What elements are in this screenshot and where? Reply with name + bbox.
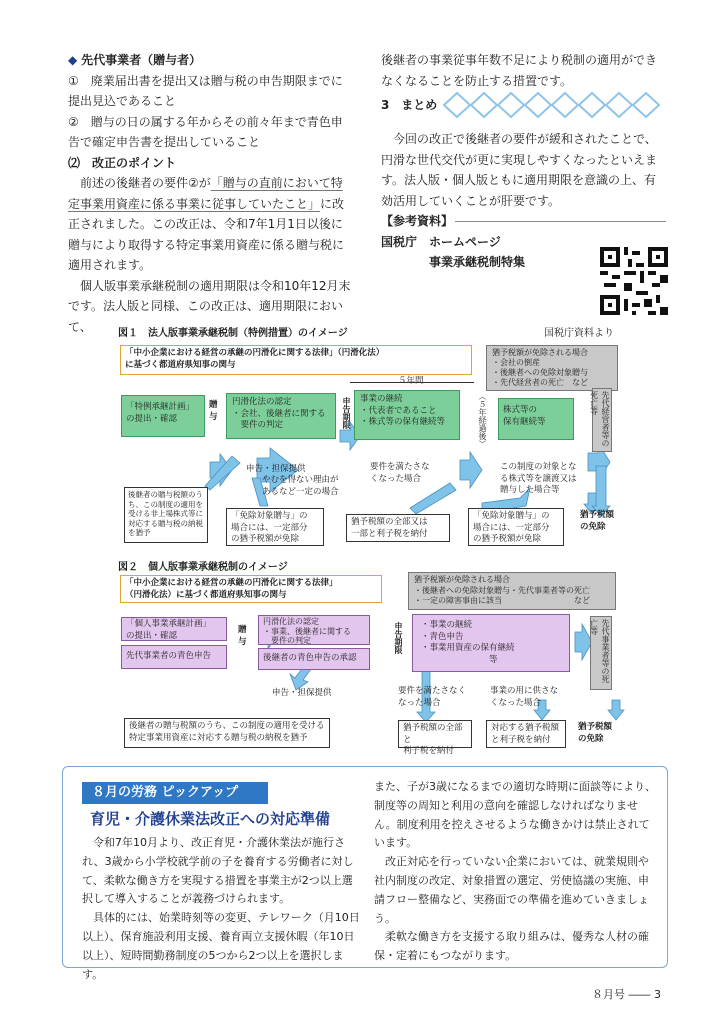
fig2-law-box: 「中小企業における経営の承継の円滑化に関する法律」 （円滑化法）に基づく都道府県知事の関与 bbox=[120, 575, 382, 603]
figure1-title: 図１ 法人版事業承継税制（特例措置）のイメージ bbox=[118, 328, 348, 339]
fig1-hold-box: 株式等の 保有継続等 bbox=[498, 398, 574, 440]
diamond-decoration-icon bbox=[443, 91, 665, 119]
fig2-continue-box: ・事業の継続 ・青色申告 ・事業用資産の保有継続 等 bbox=[412, 614, 570, 672]
fig1-death-box: 先代経営者等の死亡等 bbox=[592, 388, 612, 452]
figure2-title: 図２ 個人版事業承継税制のイメージ bbox=[118, 562, 288, 573]
fig1-exempt-conditions: 猶予税額が免除される場合 ・会社の倒産 ・後継者への免除対象贈与 ・先代経営者の死亡 など bbox=[486, 345, 618, 391]
revision-paragraph: 前述の後継者の要件②が「贈与の直前において特定事業用資産に係る事業に従事していたこと」に改正されました。この改正は、令和7年1月1日以後に贈与により取得する特定事業用資産に係る贈与税に適用されます。 bbox=[68, 176, 345, 272]
fig1-partial2-box: 「免除対象贈与」の 場合には、一定部分 の猶予税額が免除 bbox=[468, 508, 564, 546]
fig2-exempt-conditions: 猶予税額が免除される場合 ・後継者への免除対象贈与・先代事業者等の死亡 ・一定の障害事由に該当 など bbox=[408, 572, 616, 610]
continued-paragraph: 後継者の事業従事年数不足により税制の適用ができなくなることを防止する措置です。 bbox=[381, 53, 658, 88]
reference-heading: 【参考資料】 bbox=[381, 211, 666, 232]
pickup-banner: ８月の労務 ピックアップ bbox=[82, 782, 268, 804]
fig2-deadline-label: 申告期限 bbox=[394, 622, 403, 654]
pickup-left-para2: 具体的には、始業時刻等の変更、テレワーク（月10日以上）、保育施設利用支援、養育両立支援休暇（年10日以上）、短時間勤務制度の5つから2つ以上を選択します。 bbox=[82, 911, 360, 981]
fig1-cond-label: この制度の対象となる株式等を譲渡又は贈与した場合等 bbox=[500, 462, 577, 495]
fig2-blue-return-box: 先代事業者の青色申告 bbox=[121, 645, 227, 669]
section-title: まとめ bbox=[401, 98, 438, 112]
fig1-after-five-years: （５年経過後） bbox=[478, 392, 487, 448]
figure1-source: 国税庁資料より bbox=[544, 328, 614, 339]
fig2-successor-note: 後継者の贈与税額のうち、この制度の適用を受ける特定事業用資産に対応する贈与税の納税を猶予 bbox=[124, 718, 330, 748]
reference-page-link[interactable]: 事業承継税制特集 bbox=[429, 255, 526, 269]
page-number: ８月号 ―― 3 bbox=[592, 988, 661, 1001]
pickup-left-text bbox=[82, 834, 360, 984]
fig1-exempt-label: 猶予税額 の免除 bbox=[580, 510, 615, 532]
fig1-plan-box: 「特例承継計画」 の提出・確認 bbox=[121, 395, 205, 437]
section-heading: 3 まとめ bbox=[381, 95, 666, 129]
pickup-right-para3: 柔軟な働き方を支援する取り組みは、優秀な人材の確保・定着にもつながります。 bbox=[374, 930, 649, 963]
fig1-unavoidable-label: やむを得ない理由が あるなど一定の場合 bbox=[262, 475, 339, 497]
pickup-right-para1: また、子が3歳になるまでの適切な時期に面談等により、制度等の周知と利用の意向を確認しなければなりません。制度利用を控えさせるような働きかけは禁止されています。 bbox=[374, 780, 656, 850]
predecessor-heading: ◆ 先代事業者（贈与者） bbox=[68, 53, 202, 67]
fig1-continue-box: 事業の継続 ・代表者であること ・株式等の保有継続等 bbox=[354, 390, 460, 440]
fig1-partial1-box: 「免除対象贈与」の 場合には、一定部分 の猶予税額が免除 bbox=[226, 508, 324, 546]
right-column bbox=[381, 50, 666, 273]
fig1-successor-note: 後継者の贈与税額のうち、この制度の適用を受ける非上場株式等に対応する贈与税の納税を猶予 bbox=[124, 487, 208, 543]
pickup-right-para2: 改正対応を行っていない企業においては、就業規則や社内制度の改定、対象措置の選定、労使協議の実施、申請フロー整備など、実務面での準備を進めていきましょう。 bbox=[374, 855, 649, 925]
fig1-five-years-line bbox=[350, 382, 474, 383]
deadline-paragraph: 個人版事業承継税制の適用期限は令和10年12月末です。法人版と同様、この改正は、適用期限において、 bbox=[68, 278, 351, 334]
requirement-item-2: ② 贈与の日の属する年からその前々年まで青色申告で確定申告書を提出していること bbox=[68, 114, 343, 149]
fig2-cert-box: 円滑化法の認定 ・事業、後継者に関する 要件の判定 bbox=[258, 615, 370, 645]
fig1-report-label: 申告・担保提供 bbox=[246, 464, 306, 474]
pickup-title: 育児・介護休業法改正への対応準備 bbox=[90, 810, 331, 828]
fig2-plan-box: 「個人事業承継計画」 の提出・確認 bbox=[121, 617, 227, 641]
fig1-law-box: 「中小企業における経営の承継の円滑化に関する法律」（円滑化法） に基づく都道府県知事の関与 bbox=[120, 345, 472, 375]
pickup-left-para1: 令和7年10月より、改正育児・介護休業法が施行され、3歳から小学校就学前の子を養育する労働者に対して、柔軟な働き方を実現する措置を事業主が2つ以上選択して導入することが義務づけられます。 bbox=[82, 836, 354, 906]
qr-code-icon[interactable] bbox=[600, 247, 668, 315]
fig2-unused-label: 事業の用に供さな くなった場合 bbox=[490, 686, 559, 708]
fig1-pay-all-box: 猶予税額の全部又は 一部と利子税を納付 bbox=[346, 514, 450, 542]
requirement-item-1: ① 廃業届出書を提出又は贈与税の申告期限までに提出見込であること bbox=[68, 73, 343, 108]
fig1-cert-box: 円滑化法の認定 ・会社、後継者に関する 要件の判定 bbox=[226, 393, 336, 439]
reference-rule bbox=[455, 221, 666, 222]
fig1-gift-label: 贈 与 bbox=[209, 400, 218, 422]
fig2-exempt-label: 猶予税額 の免除 bbox=[578, 722, 613, 744]
fig2-death-box: 先代事業者等の死亡等 bbox=[590, 616, 612, 690]
fig1-fail-label: 要件を満たさな くなった場合 bbox=[370, 462, 430, 484]
fig2-fail-label: 要件を満たさなく なった場合 bbox=[398, 686, 467, 708]
pickup-right-text bbox=[374, 778, 656, 966]
diamond-bullet-icon: ◆ bbox=[68, 53, 78, 67]
fig2-report-label: 申告・担保提供 bbox=[272, 688, 332, 698]
reference-org: 国税庁 ホームページ bbox=[381, 234, 501, 249]
fig1-five-years: ５年間 bbox=[398, 376, 424, 386]
fig2-pay-part-box: 対応する猶予税額 と利子税を納付 bbox=[486, 720, 566, 748]
subheading-revision-point: ⑵ 改正のポイント bbox=[68, 155, 177, 170]
summary-paragraph: 今回の改正で後継者の要件が緩和されたことで、円滑な世代交代が更に実現しやすくなったといえます。法人版・個人版ともに適用期限を意識の上、有効活用していくことが肝要です。 bbox=[381, 132, 658, 208]
fig1-deadline-label: 申告期限 bbox=[342, 397, 351, 429]
fig2-pay-all-box: 猶予税額の全部と 利子税を納付 bbox=[398, 720, 472, 748]
left-column bbox=[68, 50, 353, 337]
fig2-gift-label: 贈 与 bbox=[238, 625, 247, 647]
fig2-successor-blue-box: 後継者の青色申告の承認 bbox=[258, 648, 370, 670]
